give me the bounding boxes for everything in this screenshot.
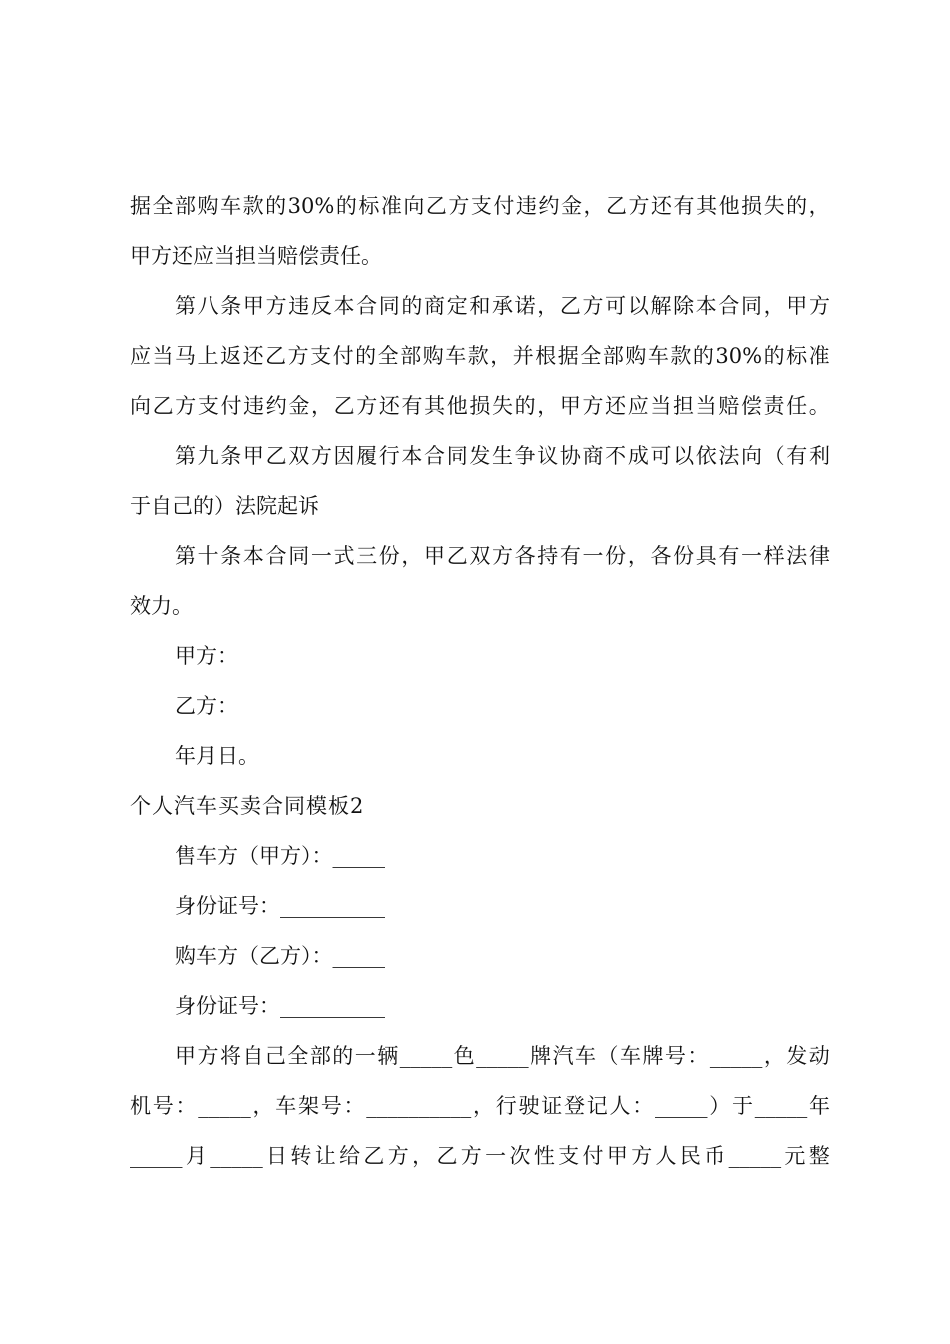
paragraph-line: 甲方还应当担当赔偿责任。 (130, 244, 382, 268)
buyer-field: 购车方（乙方）：_____ (175, 944, 385, 968)
buyer-id-field: 身份证号：__________ (175, 994, 385, 1018)
seller-id-field: 身份证号：__________ (175, 894, 385, 918)
clause-8-line: 向 乙 方 支 付 违 约 金 ， 乙 方 还 有 其 他 损 失 的 ， 甲 方 还 应 当 担 当 赔 偿 责 任 。 (130, 394, 830, 418)
transfer-clause-line: 机 号 ： _____ ， 车 架 号 ： __________ ， 行 驶 证 登 记 人 ： _____ ） 于 _____ 年 (130, 1094, 830, 1118)
clause-8-line: 第 八 条 甲 方 违 反 本 合 同 的 商 定 和 承 诺 ， 乙 方 可 以 解 除 本 合 同 ， 甲 方 (175, 294, 830, 318)
clause-8-line: 应 当 马 上 返 还 乙 方 支 付 的 全 部 购 车 款 ， 并 根 据 全 部 购 车 款 的 30% 的 标 准 (130, 344, 830, 368)
date-label: 年月日。 (175, 744, 259, 768)
clause-9-line: 于自己的）法院起诉 (130, 494, 319, 518)
clause-10-line: 第 十 条 本 合 同 一 式 三 份 ， 甲 乙 双 方 各 持 有 一 份 ， 各 份 具 有 一 样 法 律 (175, 544, 830, 568)
party-a-signature-label: 甲方： (175, 644, 238, 668)
clause-9-line: 第 九 条 甲 乙 双 方 因 履 行 本 合 同 发 生 争 议 协 商 不 成 可 以 依 法 向 （ 有 利 (175, 444, 830, 468)
clause-10-line: 效力。 (130, 594, 193, 618)
seller-field: 售车方（甲方）：_____ (175, 844, 385, 868)
party-b-signature-label: 乙方： (175, 694, 238, 718)
transfer-clause-line: 甲 方 将 自 己 全 部 的 一 辆 _____ 色 _____ 牌 汽 车 （ 车 牌 号 ： _____ ， 发 动 (175, 1044, 830, 1068)
section-title: 个人汽车买卖合同模板2 (130, 794, 365, 818)
transfer-clause-line: _____ 月 _____ 日 转 让 给 乙 方 ， 乙 方 一 次 性 支 付 甲 方 人 民 币 _____ 元 整 (130, 1144, 830, 1168)
paragraph-line: 据 全 部 购 车 款 的 30% 的 标 准 向 乙 方 支 付 违 约 金 ， 乙 方 还 有 其 他 损 失 的 ， (130, 194, 830, 218)
